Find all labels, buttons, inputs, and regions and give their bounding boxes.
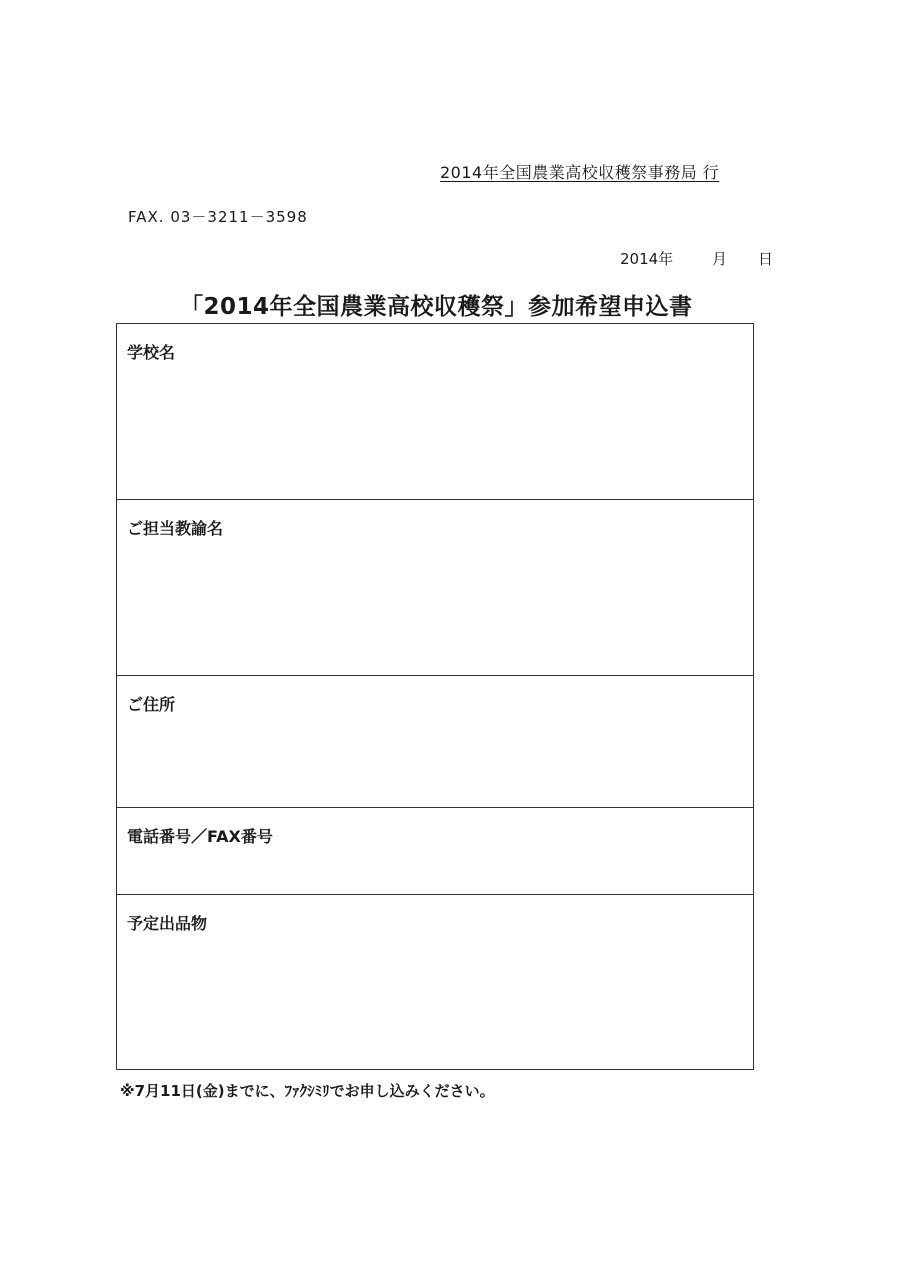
school-name-label: 学校名 [127, 343, 176, 362]
recipient-line: 2014年全国農業高校収穫祭事務局 行 [440, 163, 720, 182]
date-line [620, 248, 773, 269]
date-year: 2014年 [620, 250, 674, 268]
form-row-planned-items[interactable] [117, 895, 753, 1069]
fax-number: FAX. 03－3211－3598 [128, 208, 308, 226]
address-label: ご住所 [127, 695, 176, 714]
form-row-school-name[interactable] [117, 324, 753, 500]
deadline-note: ※7月11日(金)までに、ﾌｧｸｼﾐﾘでお申し込みください。 [120, 1082, 495, 1100]
teacher-name-label: ご担当教諭名 [127, 519, 224, 538]
planned-items-label: 予定出品物 [127, 914, 208, 933]
application-form-table [116, 323, 754, 1070]
form-row-teacher-name[interactable] [117, 500, 753, 676]
form-row-phone-fax[interactable] [117, 808, 753, 895]
form-row-address[interactable] [117, 676, 753, 808]
phone-fax-label: 電話番号／FAX番号 [127, 827, 273, 846]
date-month: 月 [712, 250, 728, 268]
date-day: 日 [758, 250, 774, 268]
form-title: 「2014年全国農業高校収穫祭」参加希望申込書 [180, 294, 693, 320]
